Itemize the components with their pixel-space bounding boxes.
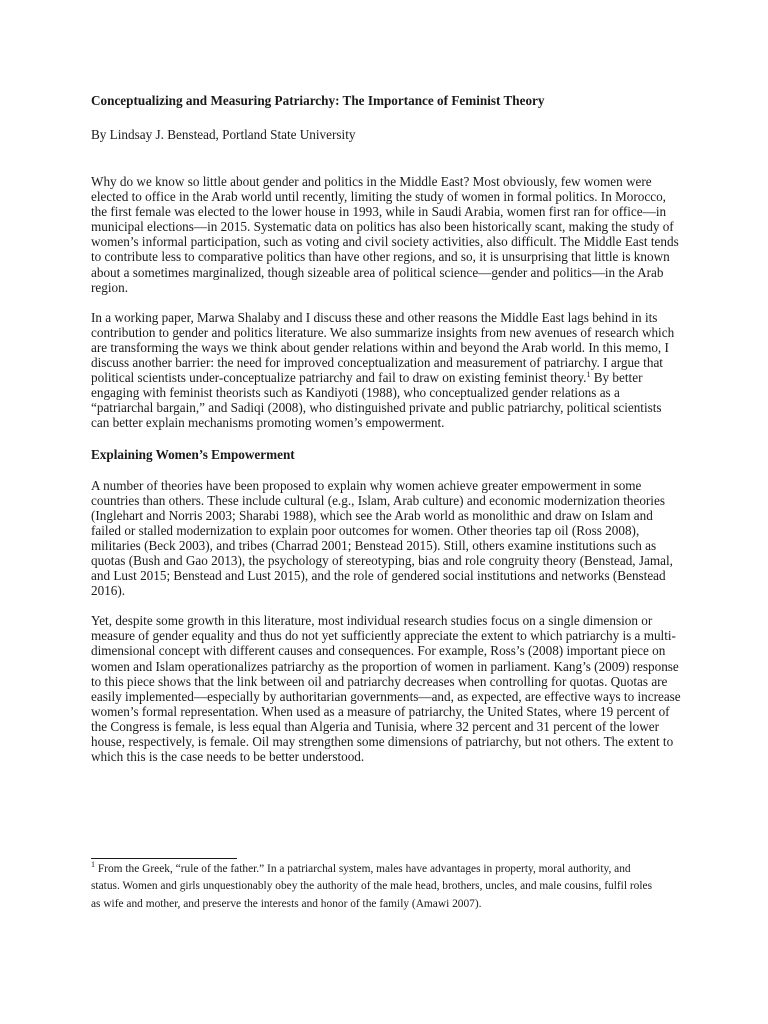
body-paragraph-2	[91, 310, 681, 431]
body-paragraph-4: Yet, despite some growth in this literature, most individual research studies focus on a single dimension or measure of gender equality and thus do not yet sufficiently appreciate the extent to which patriarchy is a multi-dimensional concept with different causes and consequences. For example, Ross’s (2008) important piece on women and Islam operationalizes patriarchy as the proportion of women in parliament. Kang’s (2009) response to this piece shows that the link between oil and patriarchy decreases when controlling for quotas. Quotas are easily implemented—especially by authoritarian governments—and, as expected, are effective ways to increase women’s formal representation. When used as a measure of patriarchy, the United States, where 19 percent of the Congress is female, is less equal than Algeria and Tunisia, where 32 percent and 31 percent of the lower house, respectively, is female. Oil may strengthen some dimensions of patriarchy, but not others. The extent to which this is the case needs to be better understood.	[91, 613, 681, 765]
footnote	[91, 861, 661, 913]
footnote-number: 1	[91, 860, 95, 869]
document-page	[91, 92, 681, 764]
body-paragraph-1: Why do we know so little about gender and politics in the Middle East? Most obviously, few women were elected to office in the Arab world until recently, limiting the study of women in formal politics. In Morocco, the first female was elected to the lower house in 1993, while in Saudi Arabia, women first ran for office—in municipal elections—in 2015. Systematic data on politics has also been historically scant, making the study of women’s informal participation, such as voting and civil society activities, also difficult. The Middle East tends to contribute less to comparative politics than have other regions, and so, it is unsurprising that little is known about a sometimes marginalized, though sizeable area of political science—gender and politics—in the Arab region.	[91, 174, 679, 295]
body-paragraph-2-part-a: In a working paper, Marwa Shalaby and I discuss these and other reasons the Middle East lags behind in its contribution to gender and politics literature. We also summarize insights from new avenues of research which are transforming the ways we think about gender relations within and beyond the Arab world. In this memo, I discuss another barrier: the need for improved conceptualization and measurement of patriarchy. I argue that political scientists under-conceptualize patriarchy and fail to draw on existing feminist theory.	[91, 309, 675, 386]
footnote-reference[interactable]: 1	[586, 370, 591, 380]
document-title: Conceptualizing and Measuring Patriarchy: The Importance of Feminist Theory	[91, 93, 545, 108]
section-heading: Explaining Women’s Empowerment	[91, 446, 295, 462]
body-paragraph-3: A number of theories have been proposed to explain why women achieve greater empowerment in some countries than others. These include cultural (e.g., Islam, Arab culture) and economic modernization theories (Inglehart and Norris 2003; Sharabi 1988), which see the Arab world as monolithic and draw on Islam and failed or stalled modernization to explain poor outcomes for women. Other theories tap oil (Ross 2008), militaries (Beck 2003), and tribes (Charrad 2001; Benstead 2015). Still, others examine institutions such as quotas (Bush and Gao 2013), the psychology of stereotyping, bias and role congruity theory (Benstead, Jamal, and Lust 2015; Benstead and Lust 2015), and the role of gendered social institutions and networks (Benstead 2016).	[91, 477, 673, 599]
author-byline: By Lindsay J. Benstead, Portland State University	[91, 127, 356, 142]
body-paragraph-2-part-b: By better engaging with feminist theorists such as Kandiyoti (1988), who conceptualized gender relations as a “patriarchal bargain,” and Sadiqi (2008), who distinguished private and public patriarchy, political scientists can better explain mechanisms promoting women’s empowerment.	[91, 370, 662, 431]
footnote-text: From the Greek, “rule of the father.” In a patriarchal system, males have advantages in property, moral authority, and status. Women and girls unquestionably obey the authority of the male head, brothers, uncles, and male cousins, fulfil roles as wife and mother, and preserve the interests and honor of the family (Amawi 2007).	[91, 863, 652, 910]
footnote-divider	[91, 858, 237, 859]
